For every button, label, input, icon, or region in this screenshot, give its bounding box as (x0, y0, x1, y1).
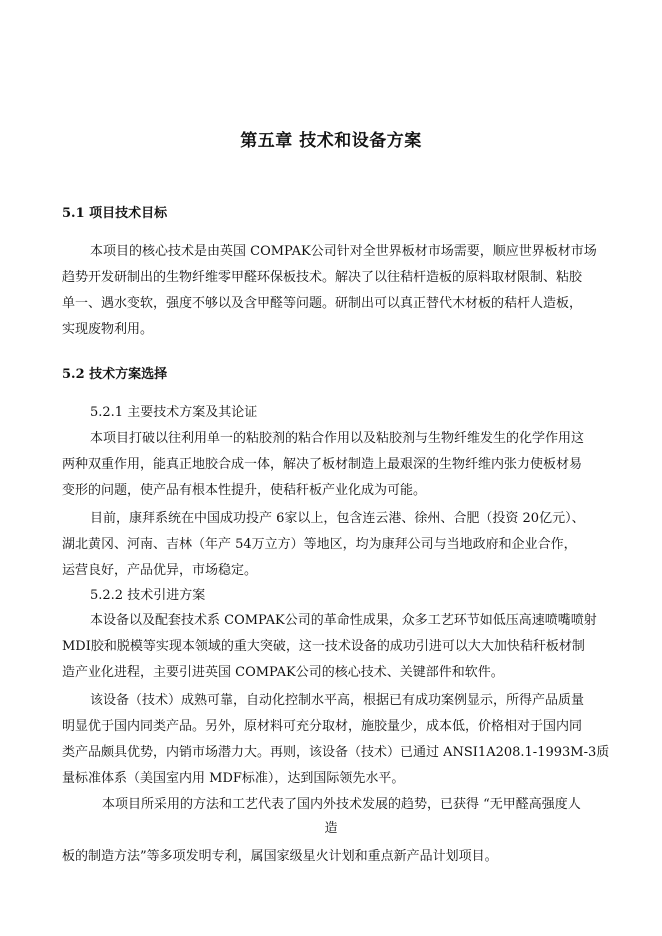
paragraph-line: 运营良好，产品优异，市场稳定。 (62, 563, 258, 578)
paragraph-line: 该设备（技术）成熟可靠，自动化控制水平高，根据已有成功案例显示，所得产品质量 (90, 693, 585, 708)
paragraph-line: MDI胶和脱模等实现本领域的重大突破，这一技术设备的成功引进可以大大加快秸秆板材制 (62, 639, 585, 654)
paragraph-line: 单一、遇水变软，强度不够以及含甲醛等问题。研制出可以真正替代木材板的秸杆人造板， (62, 296, 583, 311)
paragraph-line: 类产品颇具优势，内销市场潜力大。再则，该设备（技术）已通过 ANSI1A208.1-1993M-3质 (62, 745, 610, 760)
paragraph-line: 造 (324, 821, 338, 836)
section-heading-5-1: 5.1 项目技术目标 (62, 206, 168, 221)
paragraph-line: 本项目打破以往利用单一的粘胶剂的粘合作用以及粘胶剂与生物纤维发生的化学作用这 (90, 431, 585, 446)
paragraph-line: 明显优于国内同类产品。另外，原材料可充分取材，施胶量少，成本低，价格相对于国内同 (62, 719, 583, 734)
chapter-title: 第五章 技术和设备方案 (240, 131, 422, 151)
paragraph-line: 实现废物利用。 (62, 322, 154, 337)
paragraph-line: 趋势开发研制出的生物纤维零甲醛环保板技术。解决了以往秸杆造板的原料取材限制、粘胶 (62, 270, 583, 285)
subsection-heading-5-2-1: 5.2.1 主要技术方案及其论证 (90, 405, 258, 420)
subsection-heading-5-2-2: 5.2.2 技术引进方案 (90, 588, 206, 603)
paragraph-line: 目前，康拜系统在中国成功投产 6家以上，包含连云港、徐州、合肥（投资 20亿元）、 (90, 511, 585, 526)
paragraph-line: 湖北黄冈、河南、吉林（年产 54万立方）等地区，均为康拜公司与当地政府和企业合作， (62, 537, 577, 552)
paragraph-line: 造产业化进程，主要引进英国 COMPAK公司的核心技术、关键部件和软件。 (62, 665, 504, 680)
section-heading-5-2: 5.2 技术方案选择 (62, 367, 168, 382)
paragraph-line: 两种双重作用，能真正地胶合成一体，解决了板材制造上最艰深的生物纤维内张力使板材易 (62, 457, 583, 472)
paragraph-line: 变形的问题，使产品有根本性提升，使秸秆板产业化成为可能。 (62, 483, 427, 498)
paragraph-line: 板的制造方法”等多项发明专利，属国家级星火计划和重点新产品计划项目。 (62, 849, 498, 864)
paragraph-line: 本设备以及配套技术系 COMPAK公司的革命性成果，众多工艺环节如低压高速喷嘴喷射 (90, 613, 597, 628)
paragraph-line: 本项目的核心技术是由英国 COMPAK公司针对全世界板材市场需要，顺应世界板材市场 (90, 244, 597, 259)
paragraph-line: 本项目所采用的方法和工艺代表了国内外技术发展的趋势，已获得 “无甲醛高强度人 (102, 797, 581, 812)
paragraph-line: 量标准体系（美国室内用 MDF标准），达到国际领先水平。 (62, 771, 405, 786)
